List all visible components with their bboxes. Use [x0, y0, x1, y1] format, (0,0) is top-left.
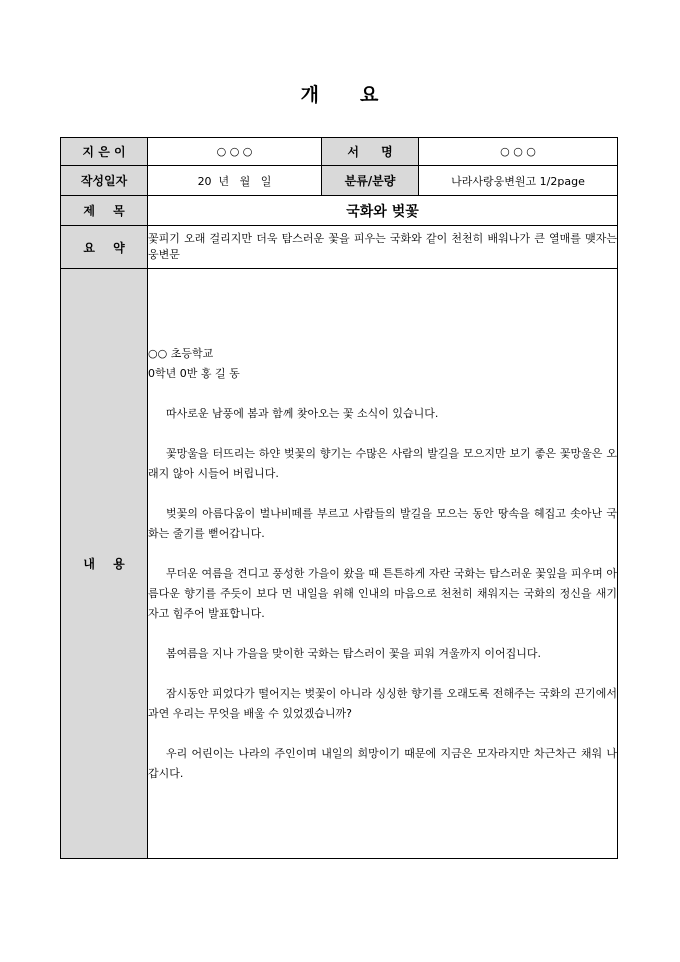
- content-row: [61, 269, 618, 859]
- content-paragraph: 잠시동안 피었다가 떨어지는 벚꽃이 아니라 싱싱한 향기를 오래도록 전해주는 국화의 끈기에서 과연 우리는 무엇을 배울 수 있었겠습니까?: [148, 686, 617, 720]
- category-value: 나라사랑웅변원고 1/2page: [419, 166, 618, 196]
- content-paragraph: 무더운 여름을 견디고 풍성한 가을이 왔을 때 튼튼하게 자란 국화는 탐스러운 꽃잎을 피우며 아름다운 향기를 주듯이 보다 먼 내일을 위해 인내의 마음으로 천천히 채워지는 국화의 정신을 새기자고 힘주어 발표합니다.: [148, 566, 617, 620]
- content-label: 내 용: [61, 269, 148, 859]
- summary-value: 꽃피기 오래 걸리지만 더욱 탐스러운 꽃을 피우는 국화와 같이 천천히 배워나가 큰 열매를 맺자는 웅변문: [148, 226, 618, 269]
- title-char-1: 개: [300, 84, 320, 106]
- school-name: ○○ 초등학교: [148, 346, 214, 360]
- content-body: [148, 269, 618, 859]
- content-paragraph: 봄여름을 지나 가을을 맞이한 국화는 탐스러이 꽃을 피워 겨울까지 이어집니다.: [166, 646, 541, 660]
- author-row: [61, 138, 618, 166]
- summary-label: 요 약: [61, 226, 148, 269]
- document-title: [0, 80, 680, 107]
- date-row: [61, 166, 618, 196]
- sign-value: ○ ○ ○: [419, 138, 618, 166]
- overview-form-table: [60, 137, 618, 859]
- content-paragraph: 우리 어린이는 나라의 주인이며 내일의 희망이기 때문에 지금은 모자라지만 차근차근 채워 나갑시다.: [148, 746, 617, 780]
- content-paragraph: 따사로운 남풍에 봄과 함께 찾아오는 꽃 소식이 있습니다.: [166, 406, 439, 420]
- author-value: ○ ○ ○: [148, 138, 322, 166]
- date-value: 20 년 월 일: [148, 166, 322, 196]
- summary-row: [61, 226, 618, 269]
- date-label: 작성일자: [61, 166, 148, 196]
- student-name: 0학년 0반 홍 길 동: [148, 366, 240, 380]
- content-paragraph: 벚꽃의 아름다움이 벌나비떼를 부르고 사람들의 발길을 모으는 동안 땅속을 헤집고 솟아난 국화는 줄기를 뻗어갑니다.: [148, 506, 617, 540]
- subject-label: 제 목: [61, 196, 148, 226]
- author-label: 지 은 이: [61, 138, 148, 166]
- sign-label: 서 명: [322, 138, 419, 166]
- category-label: 분류/분량: [322, 166, 419, 196]
- content-paragraph: 꽃망울을 터뜨리는 하얀 벚꽃의 향기는 수많은 사람의 발길을 모으지만 보기 좋은 꽃망울은 오래지 않아 시들어 버립니다.: [148, 446, 617, 480]
- title-char-2: 요: [360, 84, 380, 106]
- subject-row: [61, 196, 618, 226]
- subject-value: 국화와 벚꽃: [148, 196, 618, 226]
